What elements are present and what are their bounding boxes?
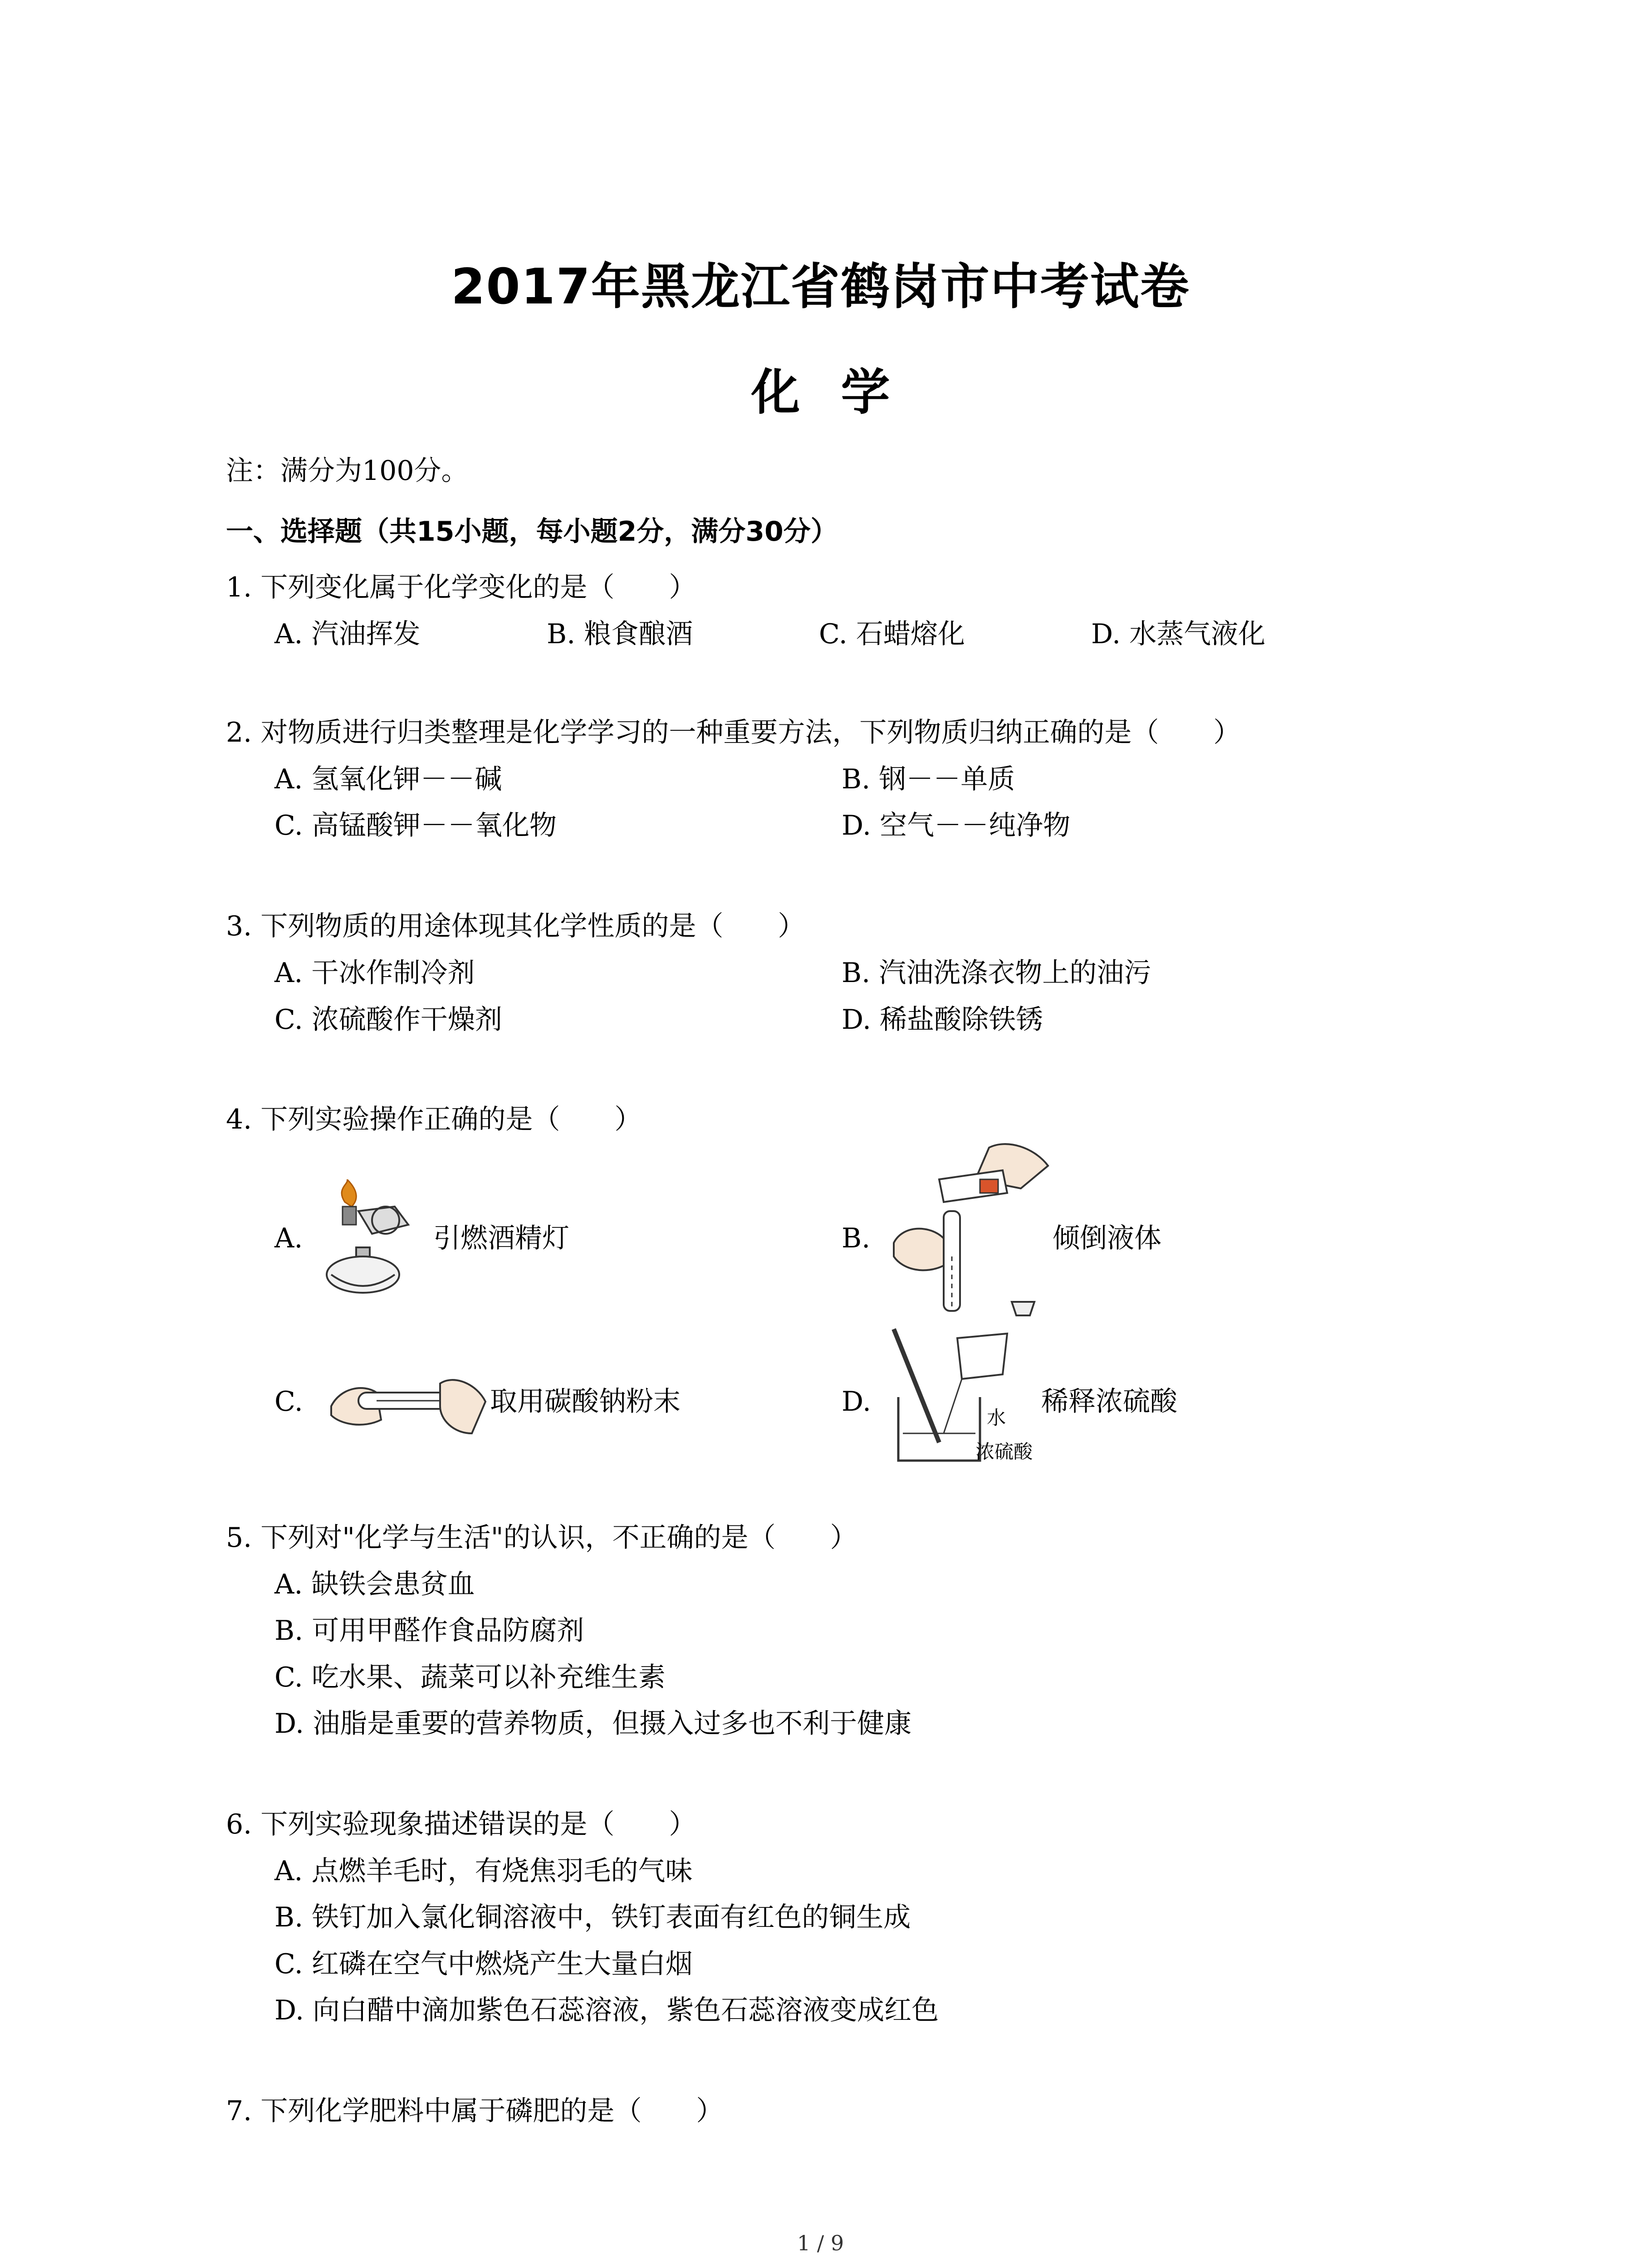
water-label: 水 bbox=[987, 1407, 1006, 1429]
question-3-option-a: A. 干冰作制冷剂 bbox=[274, 957, 475, 989]
question-4-caption-a: 引燃酒精灯 bbox=[433, 1222, 569, 1254]
question-5-option-a: A. 缺铁会患贫血 bbox=[274, 1569, 475, 1600]
acid-label: 浓硫酸 bbox=[975, 1441, 1033, 1463]
exam-title: 2017年黑龙江省鹤岗市中考试卷 bbox=[451, 259, 1190, 315]
question-2-option-a: A. 氢氧化钾－－碱 bbox=[274, 763, 502, 795]
question-5-option-b: B. 可用甲醛作食品防腐剂 bbox=[274, 1615, 584, 1647]
question-6-option-d: D. 向白醋中滴加紫色石蕊溶液，紫色石蕊溶液变成红色 bbox=[274, 1994, 939, 2026]
question-1-stem: 1. 下列变化属于化学变化的是（ ） bbox=[226, 572, 696, 603]
question-6-option-b: B. 铁钉加入氯化铜溶液中，铁钉表面有红色的铜生成 bbox=[274, 1901, 911, 1933]
question-3-stem: 3. 下列物质的用途体现其化学性质的是（ ） bbox=[226, 910, 805, 942]
question-1-option-b: B. 粮食酿酒 bbox=[547, 618, 693, 650]
question-6-stem: 6. 下列实验现象描述错误的是（ ） bbox=[226, 1809, 696, 1840]
alcohol-lamp-figure bbox=[318, 1179, 436, 1297]
question-5-option-d: D. 油脂是重要的营养物质，但摄入过多也不利于健康 bbox=[274, 1708, 912, 1740]
powder-spoon-figure bbox=[327, 1356, 490, 1447]
question-4-caption-d: 稀释浓硫酸 bbox=[1041, 1386, 1177, 1418]
question-1-option-a: A. 汽油挥发 bbox=[274, 618, 421, 650]
pouring-liquid-figure bbox=[885, 1139, 1075, 1329]
question-4-caption-b: 倾倒液体 bbox=[1053, 1222, 1161, 1254]
question-4-option-b: B. bbox=[842, 1222, 871, 1254]
question-6-option-c: C. 红磷在空气中燃烧产生大量白烟 bbox=[274, 1948, 693, 1980]
question-4-option-d: D. bbox=[842, 1386, 872, 1418]
question-7-stem: 7. 下列化学肥料中属于磷肥的是（ ） bbox=[226, 2095, 724, 2127]
question-5-option-c: C. 吃水果、蔬菜可以补充维生素 bbox=[274, 1662, 666, 1693]
question-3-option-c: C. 浓硫酸作干燥剂 bbox=[274, 1004, 502, 1036]
question-4-stem: 4. 下列实验操作正确的是（ ） bbox=[226, 1104, 642, 1135]
section-heading: 一、选择题（共15小题，每小题2分，满分30分） bbox=[226, 516, 838, 547]
question-2-option-d: D. 空气－－纯净物 bbox=[842, 810, 1071, 841]
question-2-option-c: C. 高锰酸钾－－氧化物 bbox=[274, 810, 557, 841]
subject-title: 化学 bbox=[751, 364, 931, 421]
question-4-option-a: A. bbox=[274, 1222, 303, 1254]
dilute-acid-figure bbox=[889, 1325, 1043, 1470]
question-3-option-b: B. 汽油洗涤衣物上的油污 bbox=[842, 957, 1151, 989]
question-4-caption-c: 取用碳酸钠粉末 bbox=[490, 1386, 681, 1418]
page-number: 1 / 9 bbox=[797, 2231, 844, 2255]
question-4-option-c: C. bbox=[274, 1386, 303, 1418]
question-1-option-c: C. 石蜡熔化 bbox=[819, 618, 965, 650]
question-5-stem: 5. 下列对"化学与生活"的认识，不正确的是（ ） bbox=[226, 1522, 857, 1554]
question-1-option-d: D. 水蒸气液化 bbox=[1091, 618, 1266, 650]
question-2-option-b: B. 钢－－单质 bbox=[842, 763, 1015, 795]
score-note: 注：满分为100分。 bbox=[226, 455, 469, 487]
question-2-stem: 2. 对物质进行归类整理是化学学习的一种重要方法，下列物质归纳正确的是（ ） bbox=[226, 717, 1241, 748]
question-6-option-a: A. 点燃羊毛时，有烧焦羽毛的气味 bbox=[274, 1855, 693, 1887]
question-3-option-d: D. 稀盐酸除铁锈 bbox=[842, 1004, 1043, 1036]
